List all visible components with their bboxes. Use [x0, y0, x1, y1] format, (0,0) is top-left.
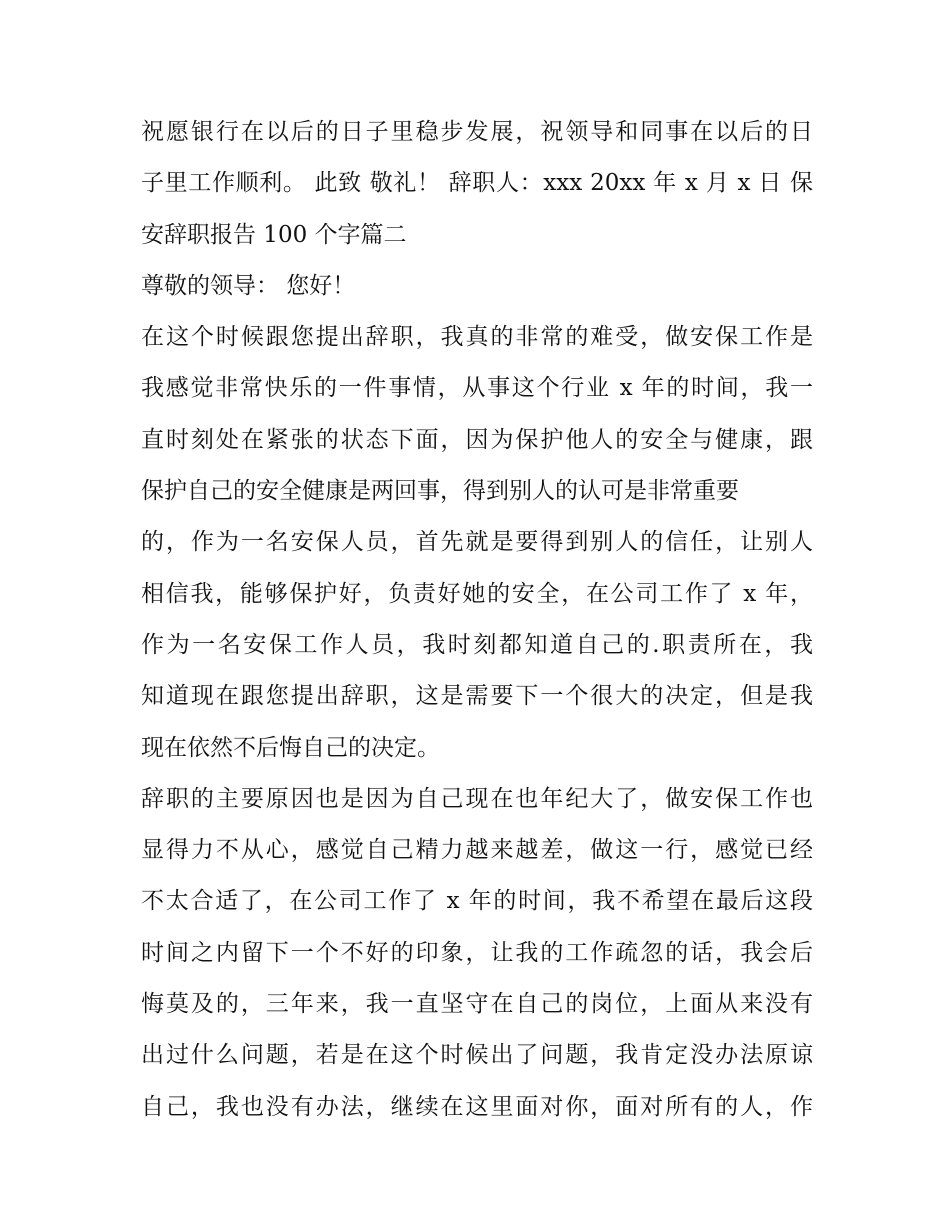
text-line: 辞职的主要原因也是因为自己现在也年纪大了，做安保工作也	[141, 785, 813, 812]
text-line: 子里工作顺利。 此致 敬礼！ 辞职人：xxx 20xx 年 x 月 x 日 保	[141, 170, 813, 197]
text-line: 安辞职报告 100 个字篇二	[141, 221, 407, 248]
text-line: 直时刻处在紧张的状态下面，因为保护他人的安全与健康，跟	[141, 426, 813, 453]
text-line: 作为一名安保工作人员，我时刻都知道自己的.职责所在，我	[141, 631, 813, 658]
text-line: 保护自己的安全健康是两回事，得到别人的认可是非常重要	[141, 478, 739, 505]
text-line: 我感觉非常快乐的一件事情，从事这个行业 x 年的时间，我一	[141, 375, 813, 402]
text-line: 时间之内留下一个不好的印象，让我的工作疏忽的话，我会后	[141, 939, 813, 966]
text-line: 自己，我也没有办法，继续在这里面对你，面对所有的人，作	[141, 1093, 813, 1120]
text-line: 的，作为一名安保人员，首先就是要得到别人的信任，让别人	[141, 529, 813, 556]
text-line: 不太合适了，在公司工作了 x 年的时间，我不希望在最后这段	[141, 888, 813, 915]
text-line: 现在依然不后悔自己的决定。	[141, 734, 440, 761]
text-line: 相信我，能够保护好，负责好她的安全，在公司工作了 x 年，	[141, 580, 813, 607]
text-line: 在这个时候跟您提出辞职，我真的非常的难受，做安保工作是	[141, 324, 813, 351]
text-line: 尊敬的领导： 您好！	[141, 272, 356, 299]
document-body	[141, 107, 813, 1133]
text-line: 祝愿银行在以后的日子里稳步发展，祝领导和同事在以后的日	[141, 119, 813, 145]
text-line: 悔莫及的，三年来，我一直坚守在自己的岗位，上面从来没有	[141, 991, 813, 1018]
text-line: 知道现在跟您提出辞职，这是需要下一个很大的决定，但是我	[141, 683, 813, 710]
text-line: 显得力不从心，感觉自己精力越来越差，做这一行，感觉已经	[141, 837, 813, 864]
text-line: 出过什么问题，若是在这个时候出了问题，我肯定没办法原谅	[141, 1042, 813, 1069]
